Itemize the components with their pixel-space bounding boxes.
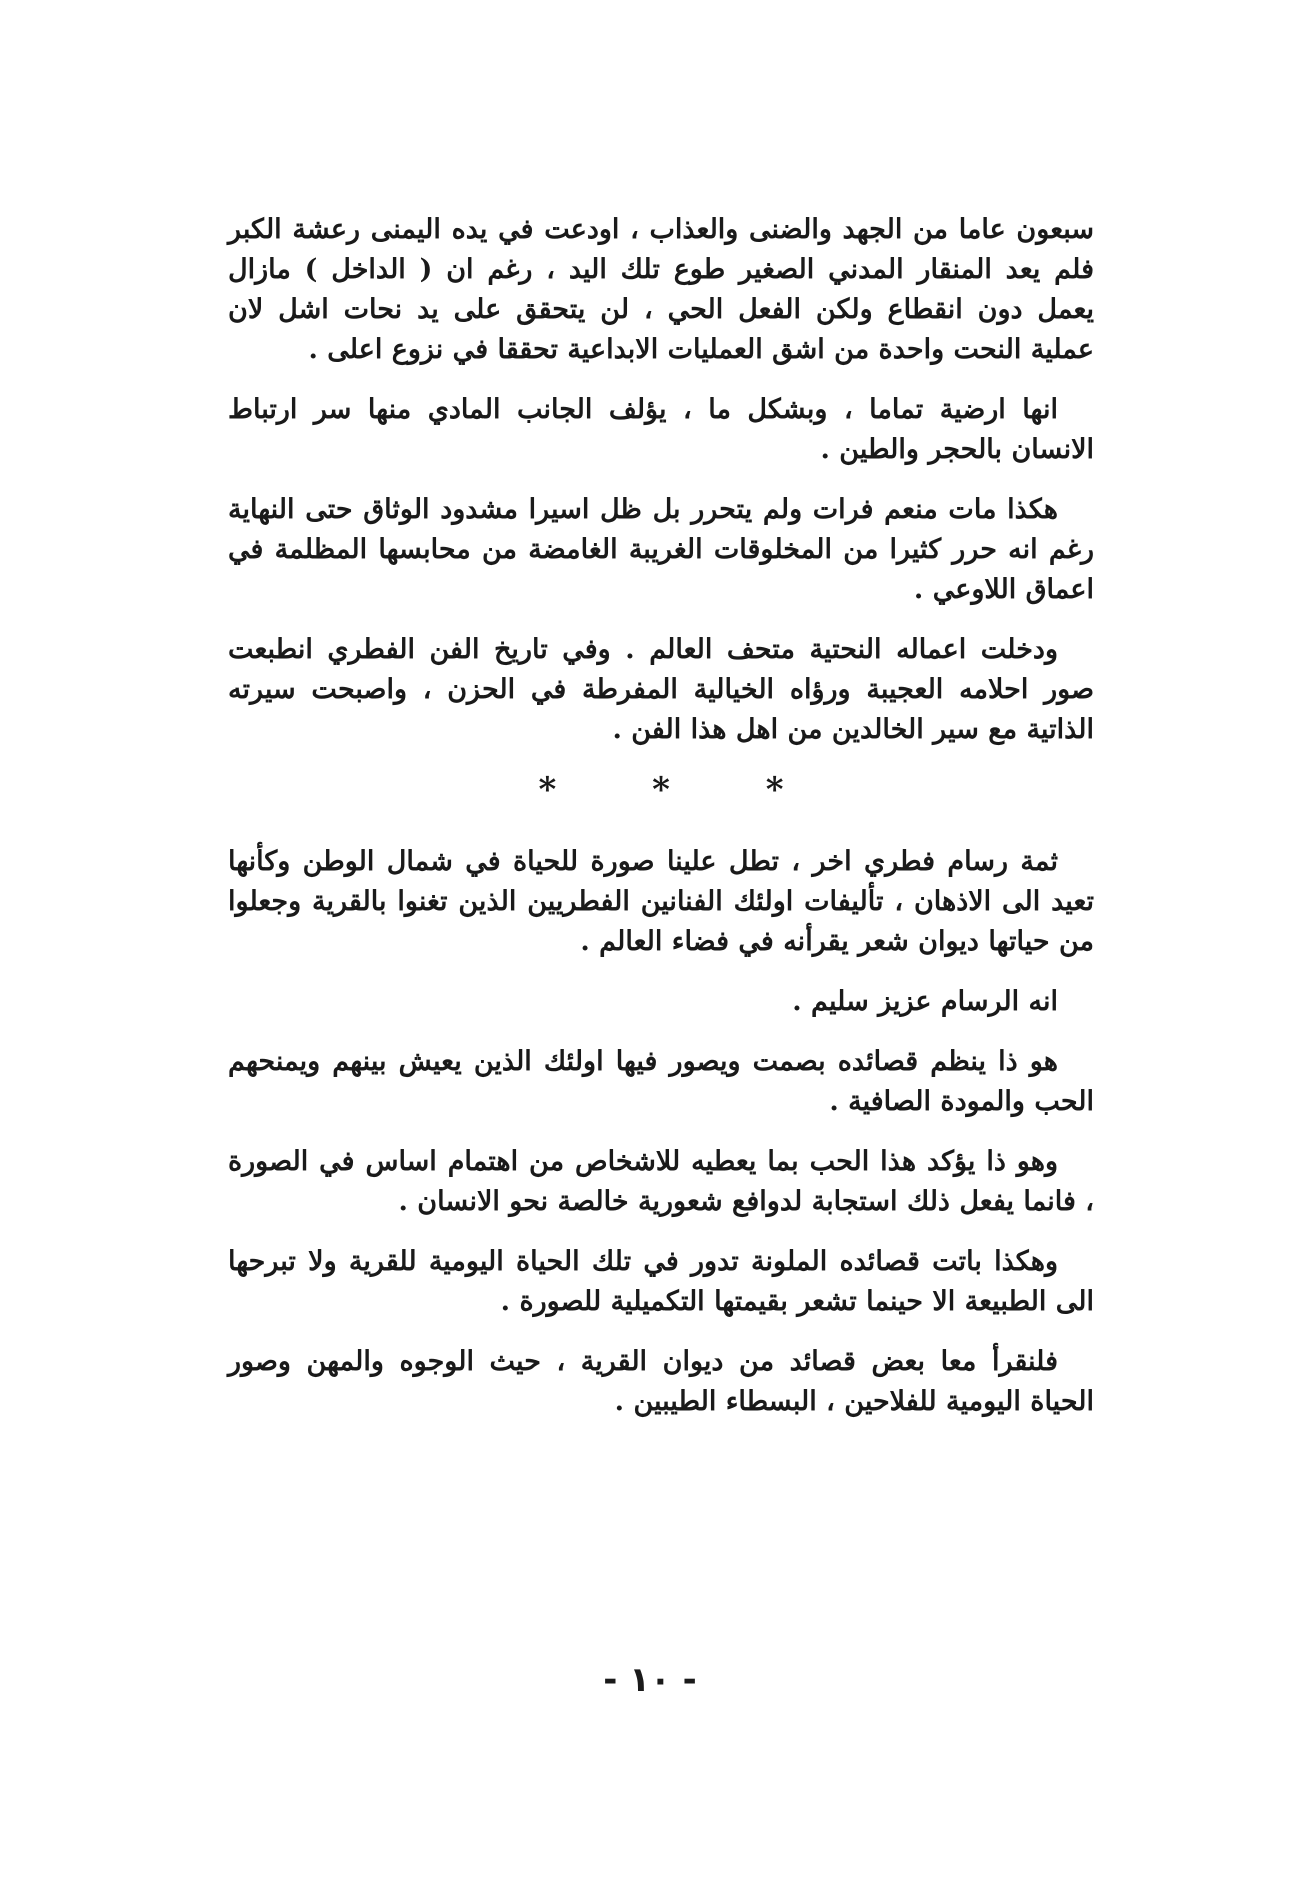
page-number: - ١٠ - (603, 1660, 697, 1700)
paragraph-another-painter: ثمة رسام فطري اخر ، تطل علينا صورة للحياة في شمال الوطن وكأنها تعيد الى الاذهان ، تأليفات اولئك الفنانين الفطريين الذين تغنوا بالقرية وجعلوا من حياتها ديوان شعر يقرأنه في فضاء العالم . (228, 846, 1094, 957)
section-separator: * * * (538, 770, 826, 810)
paragraph-colored-poems: وهكذا باتت قصائده الملونة تدور في تلك الحياة اليومية للقرية ولا تبرحها الى الطبيعة الا حينما تشعر بقيمتها التكميلية للصورة . (228, 1246, 1094, 1317)
paragraph-legacy: ودخلت اعماله النحتية متحف العالم . وفي تاريخ الفن الفطري انطبعت صور احلامه العجيبة ورؤاه الخيالية المفرطة في الحزن ، واصبحت سيرته الذاتية مع سير الخالدين من اهل هذا الفن . (228, 634, 1094, 745)
paragraph-earthly: انها ارضية تماما ، وبشكل ما ، يؤلف الجانب المادي منها سر ارتباط الانسان بالحجر والطين . (228, 394, 1094, 465)
paragraph-death: هكذا مات منعم فرات ولم يتحرر بل ظل اسيرا مشدود الوثاق حتى النهاية رغم انه حرر كثيرا من المخلوقات الغريبة الغامضة من محابسها المظلمة في اعماق اللاوعي . (228, 494, 1094, 605)
paragraph-sculptor-age: سبعون عاما من الجهد والضنى والعذاب ، اودعت في يده اليمنى رعشة الكبر فلم يعد المنقار المدني الصغير طوع تلك اليد ، رغم ان ( الداخل ) مازال يعمل دون انقطاع ولكن الفعل الحي ، لن يتحقق على يد نحات اشل لان عملية النحت واحدة من اشق العمليات الابداعية تحققا في نزوع اعلى . (228, 214, 1094, 365)
paragraph-read-together: فلنقرأ معا بعض قصائد من ديوان القرية ، حيث الوجوه والمهن وصور الحياة اليومية للفلاحين ، البسطاء الطيبين . (228, 1346, 1094, 1417)
paragraph-love: وهو ذا يؤكد هذا الحب بما يعطيه للاشخاص من اهتمام اساس في الصورة ، فانما يفعل ذلك استجابة لدوافع شعورية خالصة نحو الانسان . (228, 1146, 1094, 1217)
page-body (228, 210, 1094, 1442)
paragraph-painter-name: انه الرسام عزيز سليم . (792, 986, 1058, 1017)
paragraph-poems: هو ذا ينظم قصائده بصمت ويصور فيها اولئك الذين يعيش بينهم ويمنحهم الحب والمودة الصافية . (228, 1046, 1094, 1117)
